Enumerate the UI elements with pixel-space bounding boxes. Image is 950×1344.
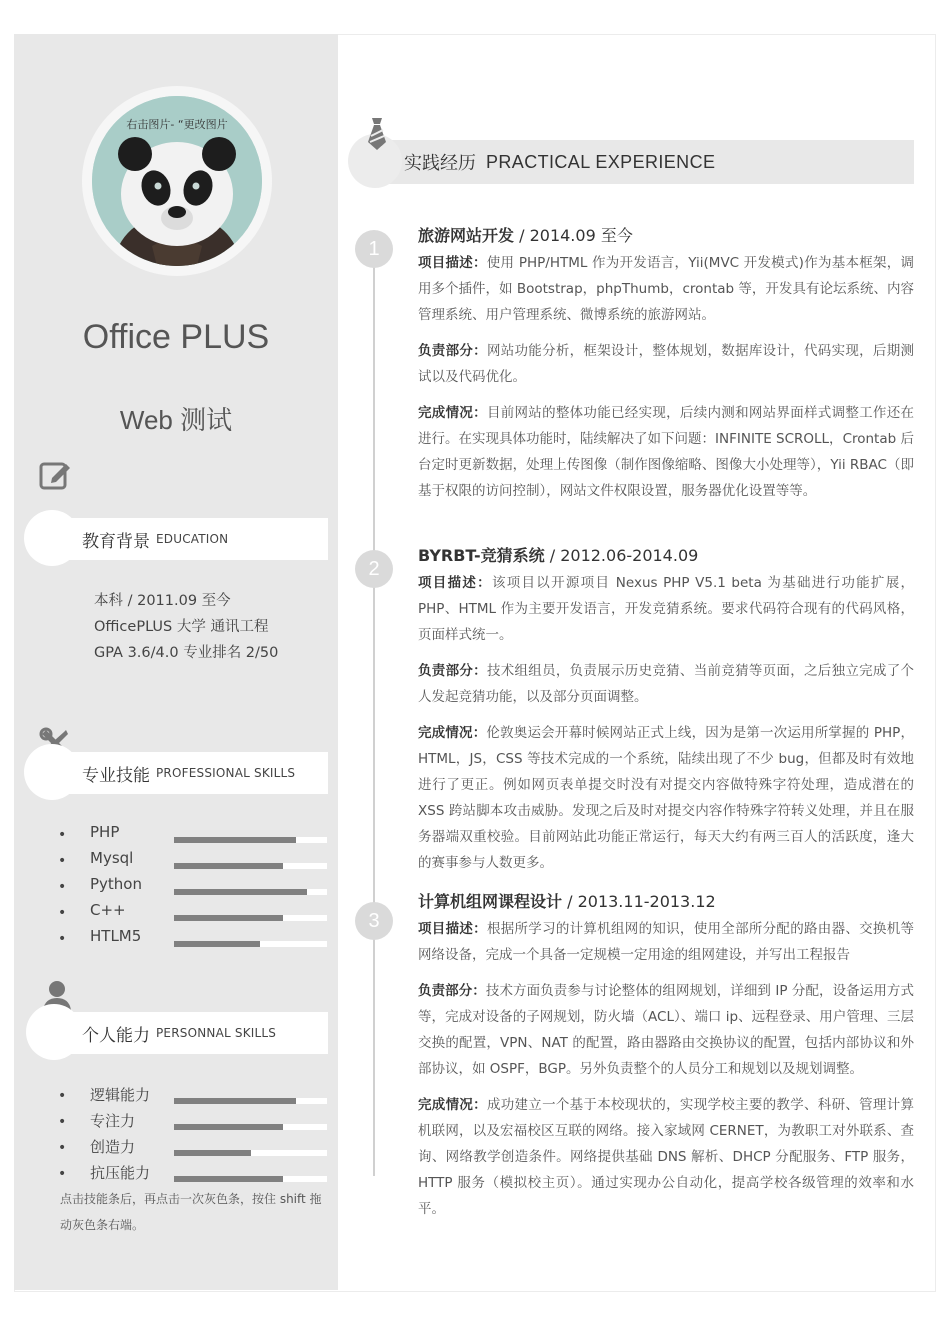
project-item <box>418 890 914 1232</box>
skill-bar-fill[interactable] <box>174 1150 251 1156</box>
field-label: 项目描述： <box>418 921 487 937</box>
skill-label: Mysql <box>90 849 134 867</box>
bullet-icon: • <box>58 905 67 921</box>
education-line: 本科 / 2011.09 至今 <box>94 593 231 609</box>
project-outcome <box>418 400 914 504</box>
bullet-icon: • <box>58 931 67 947</box>
project-heading <box>418 544 914 568</box>
bullet-icon: • <box>58 1088 67 1104</box>
field-label: 完成情况： <box>418 1097 487 1113</box>
skill-bar-fill[interactable] <box>174 1124 283 1130</box>
project-title: BYRBT-竞猜系统 <box>418 546 545 565</box>
project-item <box>418 544 914 886</box>
edit-icon <box>38 458 72 492</box>
project-item <box>418 224 914 514</box>
skill-bar-track[interactable] <box>174 1124 327 1130</box>
field-label: 完成情况： <box>418 405 487 421</box>
skill-bar-track[interactable] <box>174 837 327 843</box>
skill-bar-fill[interactable] <box>174 915 283 921</box>
field-text: 使用 PHP/HTML 作为开发语言，Yii(MVC 开发模式)作为基本框架，调用多个插件，如 Bootstrap，phpThumb，crontab 等，开发具有论坛系统、内容管理系统、用户管理系统、微博系统的旅游网站。 <box>418 255 915 323</box>
skill-row <box>58 821 328 847</box>
project-number: 2 <box>355 550 393 588</box>
professional-skills-circle <box>24 744 80 800</box>
skill-row <box>58 925 328 951</box>
timeline-line <box>373 250 375 1176</box>
skill-bar-fill[interactable] <box>174 941 260 947</box>
education-details <box>94 588 278 666</box>
avatar-hint: 右击图片- “更改图片 <box>126 118 228 131</box>
skill-label: 抗压能力 <box>90 1164 151 1182</box>
avatar-frame <box>82 86 272 276</box>
skill-row <box>58 899 328 925</box>
field-label: 负责部分： <box>418 983 486 999</box>
skill-bar-track[interactable] <box>174 1098 327 1104</box>
project-date: / 2013.11-2013.12 <box>562 892 716 911</box>
education-circle <box>24 510 80 566</box>
skill-row <box>58 1082 328 1108</box>
skill-row <box>58 1160 328 1186</box>
professional-skills-title-en: PROFESSIONAL SKILLS <box>156 766 296 780</box>
project-date: / 2012.06-2014.09 <box>544 546 699 565</box>
education-title-en: EDUCATION <box>156 532 229 546</box>
project-description <box>418 916 914 968</box>
field-label: 项目描述： <box>418 255 487 271</box>
bullet-icon: • <box>58 853 67 869</box>
skill-label: PHP <box>90 823 120 841</box>
skill-bar-fill[interactable] <box>174 863 283 869</box>
skill-label: Python <box>90 875 142 893</box>
project-number: 1 <box>355 230 393 268</box>
professional-skills-title: 专业技能 <box>82 765 150 786</box>
skill-row <box>58 1108 328 1134</box>
skill-row <box>58 1134 328 1160</box>
skill-bar-track[interactable] <box>174 863 327 869</box>
field-label: 负责部分： <box>418 663 487 679</box>
project-date: / 2014.09 至今 <box>514 226 633 245</box>
avatar[interactable] <box>92 96 262 266</box>
bullet-icon: • <box>58 1166 67 1182</box>
field-label: 完成情况： <box>418 725 487 741</box>
personal-skills-title-en: PERSONNAL SKILLS <box>156 1026 277 1040</box>
field-text: 该项目以开源项目 Nexus PHP V5.1 beta 为基础进行功能扩展，PHP、HTML 作为主要开发语言，开发竞猜系统。要求代码符合现有的代码风格，页面样式统一。 <box>418 575 915 643</box>
skill-bar-track[interactable] <box>174 941 327 947</box>
project-outcome <box>418 1092 914 1222</box>
field-text: 根据所学习的计算机组网的知识，使用全部所分配的路由器、交换机等网络设备，完成一个具备一定规模一定用途的组网建设，并写出工程报告 <box>418 921 915 963</box>
skill-label: 创造力 <box>90 1138 136 1156</box>
personal-skills-list <box>58 1082 328 1186</box>
bullet-icon: • <box>58 879 67 895</box>
professional-skills-header <box>56 752 328 794</box>
skill-bar-fill[interactable] <box>174 1176 283 1182</box>
personal-skills-circle <box>26 1004 82 1060</box>
personal-skills-title: 个人能力 <box>82 1025 150 1046</box>
skill-bar-track[interactable] <box>174 915 327 921</box>
field-label: 项目描述： <box>418 575 492 591</box>
skill-bar-fill[interactable] <box>174 1098 296 1104</box>
education-header <box>56 518 328 560</box>
project-heading <box>418 890 914 914</box>
education-line: GPA 3.6/4.0 专业排名 2/50 <box>94 645 279 661</box>
professional-skills-list <box>58 821 328 951</box>
skill-bar-fill[interactable] <box>174 889 307 895</box>
project-title: 计算机组网课程设计 <box>418 892 563 911</box>
project-title: 旅游网站开发 <box>418 226 515 245</box>
project-description <box>418 570 914 648</box>
field-text: 目前网站的整体功能已经实现，后续内测和网站界面样式调整工作还在进行。在实现具体功能时，陆续解决了如下问题：INFINITE SCROLL，Crontab 后台定时更新数据，处理上传图像（制作图像缩略、图像大小处理等），Yii RBAC（即基于权限的访问控制），网站文件权限设置，服务器优化设置等等。 <box>418 405 915 499</box>
project-number: 3 <box>355 902 393 940</box>
project-responsibility <box>418 658 914 710</box>
skill-bar-fill[interactable] <box>174 837 296 843</box>
skill-bar-track[interactable] <box>174 1150 327 1156</box>
project-outcome <box>418 720 914 876</box>
field-text: 网站功能分析，框架设计，整体规划，数据库设计，代码实现，后期测试以及代码优化。 <box>418 343 915 385</box>
field-text: 伦敦奥运会开幕时候网站正式上线，因为是第一次运用所掌握的 PHP，HTML，JS，CSS 等技术完成的一个系统，陆续出现了不少 bug，但都及时有效地进行了更正。例如网页表单提交时没有对提交内容做特殊字符处理，造成潜在的 XSS 跨站脚本攻击威胁。发现之后及时对提交内容作特殊字符转义处理，并且在服务器端双重校验。目前网站此功能正常运行，每天大约有两三百人的活跃度，逢大的赛事参与人数更多。 <box>418 725 915 871</box>
experience-header <box>376 140 914 184</box>
skill-label: C++ <box>90 901 126 919</box>
personal-skills-header <box>56 1012 328 1054</box>
project-responsibility <box>418 978 914 1082</box>
skill-row <box>58 873 328 899</box>
bullet-icon: • <box>58 1114 67 1130</box>
education-line: OfficePLUS 大学 通讯工程 <box>94 619 269 635</box>
skill-row <box>58 847 328 873</box>
field-text: 技术组组员，负责展示历史竞猜、当前竞猜等页面，之后独立完成了个人发起竞猜功能，以及部分页面调整。 <box>418 663 915 705</box>
project-heading <box>418 224 914 248</box>
skill-bar-track[interactable] <box>174 889 327 895</box>
field-text: 成功建立一个基于本校现状的，实现学校主要的教学、科研、管理计算机联网，以及宏福校区互联的网络。接入家域网 CERNET，为教职工对外联系、查询、网络教学创造条件。网络提供基础 DNS 解析、DHCP 分配服务、FTP 服务，HTTP 服务（模拟校主页）。通过实现办公自动化，提高学校各级管理的效率和水平。 <box>418 1097 915 1217</box>
project-responsibility <box>418 338 914 390</box>
person-name: Office PLUS <box>82 318 270 356</box>
field-text: 技术方面负责参与讨论整体的组网规划，详细到 IP 分配，设备运用方式等，完成对设备的子网规划，防火墙（ACL）、端口 ip、远程登录、用户管理、三层交换的配置，VPN、NAT 的配置，路由器路由交换协议的配置，包括内部协议和外部协议，如 OSPF，BGP。另外负责整个的人员分工和规划以及规划调整。 <box>418 983 914 1077</box>
skill-label: 专注力 <box>90 1112 136 1130</box>
skill-label: 逻辑能力 <box>90 1086 151 1104</box>
skill-bar-track[interactable] <box>174 1176 327 1182</box>
experience-title: 实践经历 <box>404 153 476 174</box>
skill-label: HTLM5 <box>90 927 142 945</box>
skill-bar-tip: 点击技能条后，再点击一次灰色条，按住 shift 拖动灰色条右端。 <box>60 1192 322 1232</box>
project-description <box>418 250 914 328</box>
experience-title-en: PRACTICAL EXPERIENCE <box>486 151 716 172</box>
education-title: 教育背景 <box>82 531 150 552</box>
field-label: 负责部分： <box>418 343 487 359</box>
bullet-icon: • <box>58 1140 67 1156</box>
tie-icon <box>364 116 390 152</box>
job-title: Web 测试 <box>119 405 233 435</box>
bullet-icon: • <box>58 827 67 843</box>
